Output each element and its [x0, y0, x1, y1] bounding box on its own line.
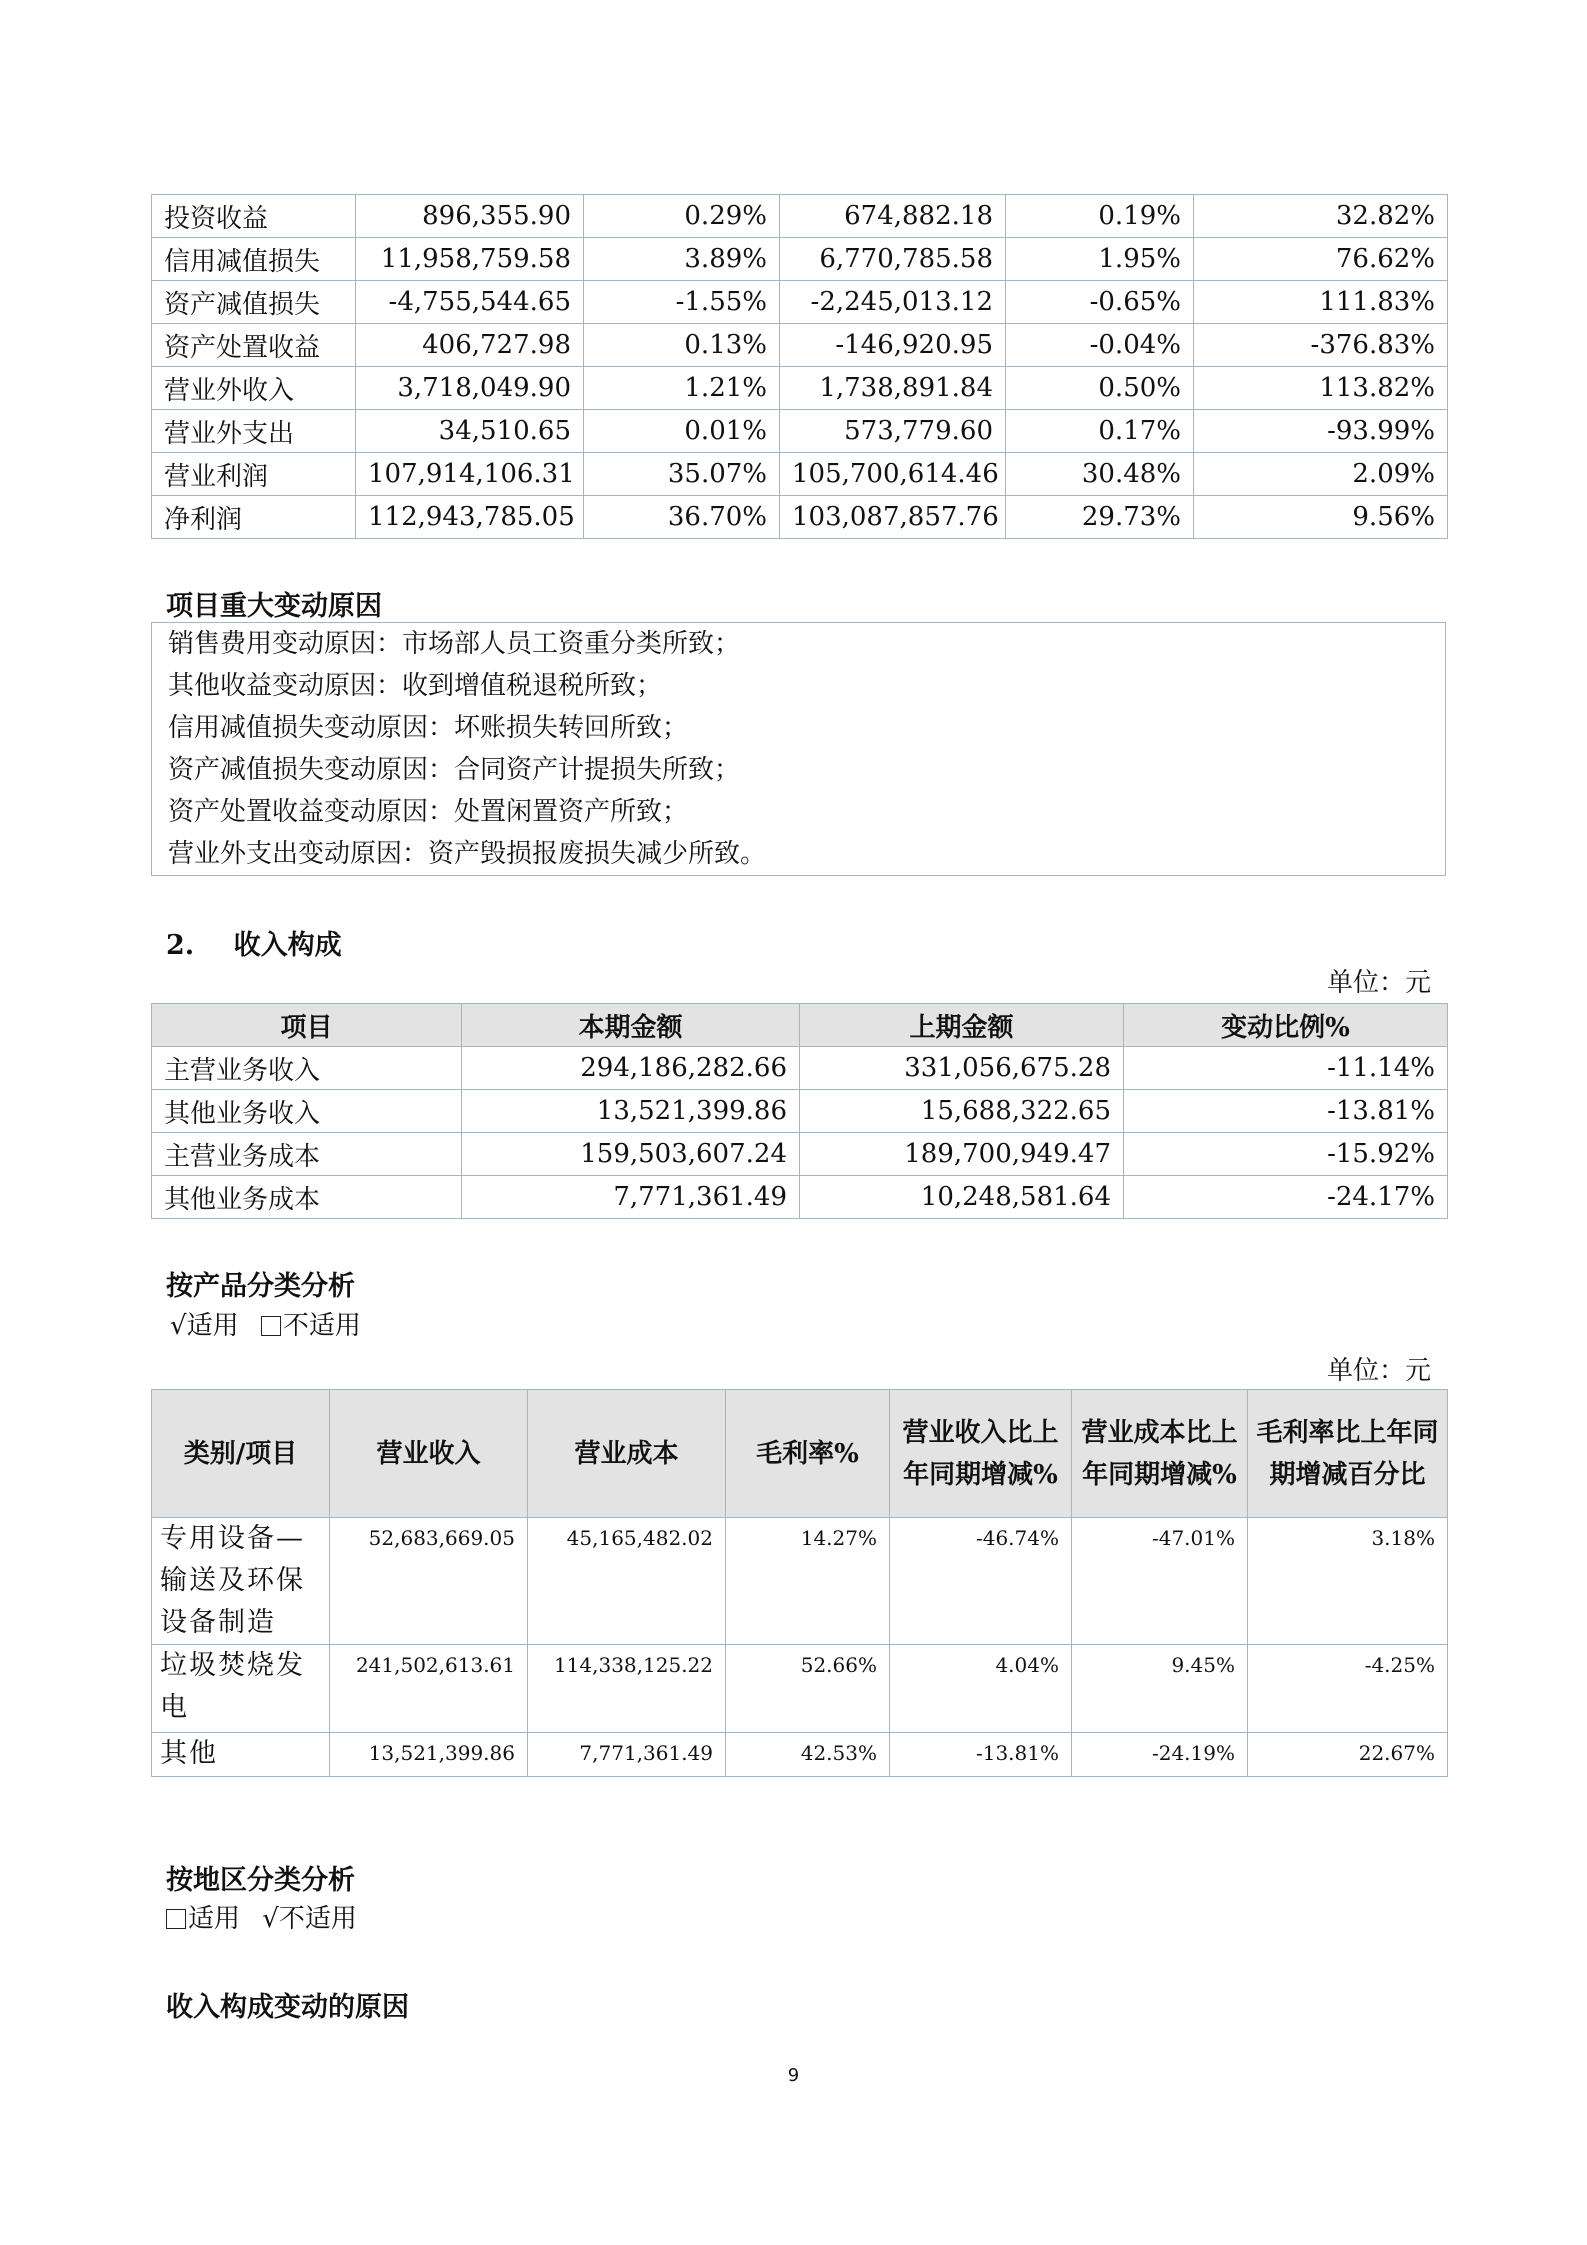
value-cell: 105,700,614.46 — [780, 453, 1006, 496]
value-cell: 52.66% — [726, 1645, 890, 1733]
profit-loss-table — [151, 194, 1448, 539]
check-mark: √ — [170, 1311, 187, 1341]
column-header: 毛利率% — [726, 1390, 890, 1518]
empty-checkbox — [261, 1316, 281, 1336]
value-cell: 30.48% — [1006, 453, 1194, 496]
value-cell: 52,683,669.05 — [330, 1518, 528, 1645]
value-cell: 112,943,785.05 — [356, 496, 584, 539]
table-row — [152, 1047, 1448, 1090]
value-cell: -4.25% — [1248, 1645, 1448, 1733]
by-product-applicability — [170, 1305, 361, 1342]
table-row — [152, 410, 1448, 453]
page-number: 9 — [787, 2065, 800, 2086]
value-cell: -146,920.95 — [780, 324, 1006, 367]
value-cell: -13.81% — [890, 1733, 1072, 1777]
unit-label: 单位：元 — [1326, 968, 1431, 998]
table-row — [152, 1176, 1448, 1219]
not-applicable-label: 不适用 — [282, 1311, 361, 1341]
section-title: 收入构成 — [233, 930, 342, 961]
value-cell: 11,958,759.58 — [356, 238, 584, 281]
value-cell: 241,502,613.61 — [330, 1645, 528, 1733]
value-cell: 896,355.90 — [356, 195, 584, 238]
value-cell: -4,755,544.65 — [356, 281, 584, 324]
not-applicable-label: 不适用 — [278, 1904, 357, 1934]
row-label-cell: 专用设备—输送及环保设备制造 — [152, 1518, 330, 1645]
row-label-cell: 资产处置收益 — [152, 324, 356, 367]
value-cell: 34,510.65 — [356, 410, 584, 453]
value-cell: -93.99% — [1194, 410, 1448, 453]
unit-label: 单位：元 — [1326, 1356, 1431, 1386]
value-cell: -46.74% — [890, 1518, 1072, 1645]
value-cell: 159,503,607.24 — [462, 1133, 800, 1176]
value-cell: 103,087,857.76 — [780, 496, 1006, 539]
table-row — [152, 453, 1448, 496]
value-cell: -47.01% — [1072, 1518, 1248, 1645]
value-cell: 1.21% — [584, 367, 780, 410]
check-mark: √ — [262, 1904, 279, 1934]
value-cell: 22.67% — [1248, 1733, 1448, 1777]
applicable-label: 适用 — [186, 1311, 239, 1341]
reason-line: 其他收益变动原因：收到增值税退税所致； — [168, 671, 663, 701]
row-label-cell: 其他业务成本 — [152, 1176, 462, 1219]
value-cell: -1.55% — [584, 281, 780, 324]
row-label-cell: 其他 — [152, 1733, 330, 1777]
value-cell: 13,521,399.86 — [330, 1733, 528, 1777]
value-cell: 0.17% — [1006, 410, 1194, 453]
value-cell: -13.81% — [1124, 1090, 1448, 1133]
column-header: 营业成本 — [528, 1390, 726, 1518]
value-cell: 294,186,282.66 — [462, 1047, 800, 1090]
value-cell: 4.04% — [890, 1645, 1072, 1733]
value-cell: 107,914,106.31 — [356, 453, 584, 496]
row-label-cell: 主营业务成本 — [152, 1133, 462, 1176]
value-cell: 76.62% — [1194, 238, 1448, 281]
table-row — [152, 195, 1448, 238]
value-cell: 111.83% — [1194, 281, 1448, 324]
value-cell: 0.13% — [584, 324, 780, 367]
value-cell: 35.07% — [584, 453, 780, 496]
value-cell: -2,245,013.12 — [780, 281, 1006, 324]
table-row — [152, 1090, 1448, 1133]
value-cell: 14.27% — [726, 1518, 890, 1645]
table-row — [152, 1733, 1448, 1777]
value-cell: 1,738,891.84 — [780, 367, 1006, 410]
table-row — [152, 238, 1448, 281]
value-cell: 2.09% — [1194, 453, 1448, 496]
empty-checkbox — [166, 1909, 186, 1929]
reason-line: 销售费用变动原因：市场部人员工资重分类所致； — [168, 629, 741, 659]
row-label-cell: 主营业务收入 — [152, 1047, 462, 1090]
value-cell: 0.19% — [1006, 195, 1194, 238]
table-row — [152, 324, 1448, 367]
table-row — [152, 496, 1448, 539]
value-cell: 9.56% — [1194, 496, 1448, 539]
value-cell: 7,771,361.49 — [528, 1733, 726, 1777]
column-header: 营业收入比上年同期增减% — [890, 1390, 1072, 1518]
row-label-cell: 营业外支出 — [152, 410, 356, 453]
reason-line: 信用减值损失变动原因：坏账损失转回所致； — [168, 713, 689, 743]
reason-line: 资产处置收益变动原因：处置闲置资产所致； — [168, 797, 689, 827]
table-row — [152, 281, 1448, 324]
row-label-cell: 净利润 — [152, 496, 356, 539]
row-label-cell: 信用减值损失 — [152, 238, 356, 281]
applicable-label: 适用 — [188, 1904, 241, 1934]
change-reasons-box — [151, 622, 1446, 876]
value-cell: 113.82% — [1194, 367, 1448, 410]
row-label-cell: 垃圾焚烧发电 — [152, 1645, 330, 1733]
value-cell: -15.92% — [1124, 1133, 1448, 1176]
by-product-title: 按产品分类分析 — [166, 1271, 355, 1302]
revenue-composition-table — [151, 1003, 1448, 1219]
row-label-cell: 资产减值损失 — [152, 281, 356, 324]
value-cell: -24.17% — [1124, 1176, 1448, 1219]
income-change-title: 收入构成变动的原因 — [166, 1992, 409, 2023]
column-header: 营业成本比上年同期增减% — [1072, 1390, 1248, 1518]
value-cell: 7,771,361.49 — [462, 1176, 800, 1219]
value-cell: 15,688,322.65 — [800, 1090, 1124, 1133]
value-cell: 3,718,049.90 — [356, 367, 584, 410]
value-cell: 9.45% — [1072, 1645, 1248, 1733]
table-row — [152, 1518, 1448, 1645]
row-label-cell: 投资收益 — [152, 195, 356, 238]
value-cell: 3.18% — [1248, 1518, 1448, 1645]
column-header: 类别/项目 — [152, 1390, 330, 1518]
value-cell: 13,521,399.86 — [462, 1090, 800, 1133]
section-2-heading — [166, 923, 342, 962]
value-cell: 406,727.98 — [356, 324, 584, 367]
value-cell: 36.70% — [584, 496, 780, 539]
value-cell: 331,056,675.28 — [800, 1047, 1124, 1090]
value-cell: -376.83% — [1194, 324, 1448, 367]
column-header: 项目 — [152, 1004, 462, 1047]
value-cell: 114,338,125.22 — [528, 1645, 726, 1733]
value-cell: 0.29% — [584, 195, 780, 238]
table-header-row — [152, 1004, 1448, 1047]
column-header: 本期金额 — [462, 1004, 800, 1047]
row-label-cell: 营业利润 — [152, 453, 356, 496]
column-header: 上期金额 — [800, 1004, 1124, 1047]
value-cell: 32.82% — [1194, 195, 1448, 238]
row-label-cell: 营业外收入 — [152, 367, 356, 410]
by-region-title: 按地区分类分析 — [166, 1865, 355, 1896]
table-row — [152, 1645, 1448, 1733]
row-label-cell: 其他业务收入 — [152, 1090, 462, 1133]
change-reasons-title: 项目重大变动原因 — [166, 591, 382, 622]
value-cell: -0.65% — [1006, 281, 1194, 324]
column-header: 营业收入 — [330, 1390, 528, 1518]
value-cell: -0.04% — [1006, 324, 1194, 367]
value-cell: 29.73% — [1006, 496, 1194, 539]
table-row — [152, 1133, 1448, 1176]
reason-line: 资产减值损失变动原因：合同资产计提损失所致； — [168, 755, 741, 785]
section-number: 2. — [166, 930, 195, 961]
value-cell: 1.95% — [1006, 238, 1194, 281]
column-header: 毛利率比上年同期增减百分比 — [1248, 1390, 1448, 1518]
value-cell: 0.01% — [584, 410, 780, 453]
by-product-table — [151, 1389, 1448, 1777]
value-cell: 10,248,581.64 — [800, 1176, 1124, 1219]
value-cell: 189,700,949.47 — [800, 1133, 1124, 1176]
reason-line: 营业外支出变动原因：资产毁损报废损失减少所致。 — [168, 839, 767, 869]
value-cell: 6,770,785.58 — [780, 238, 1006, 281]
value-cell: 674,882.18 — [780, 195, 1006, 238]
column-header: 变动比例% — [1124, 1004, 1448, 1047]
table-header-row — [152, 1390, 1448, 1518]
table-row — [152, 367, 1448, 410]
value-cell: 0.50% — [1006, 367, 1194, 410]
value-cell: -11.14% — [1124, 1047, 1448, 1090]
value-cell: 45,165,482.02 — [528, 1518, 726, 1645]
value-cell: 573,779.60 — [780, 410, 1006, 453]
value-cell: 3.89% — [584, 238, 780, 281]
value-cell: 42.53% — [726, 1733, 890, 1777]
by-region-applicability — [166, 1898, 357, 1935]
value-cell: -24.19% — [1072, 1733, 1248, 1777]
